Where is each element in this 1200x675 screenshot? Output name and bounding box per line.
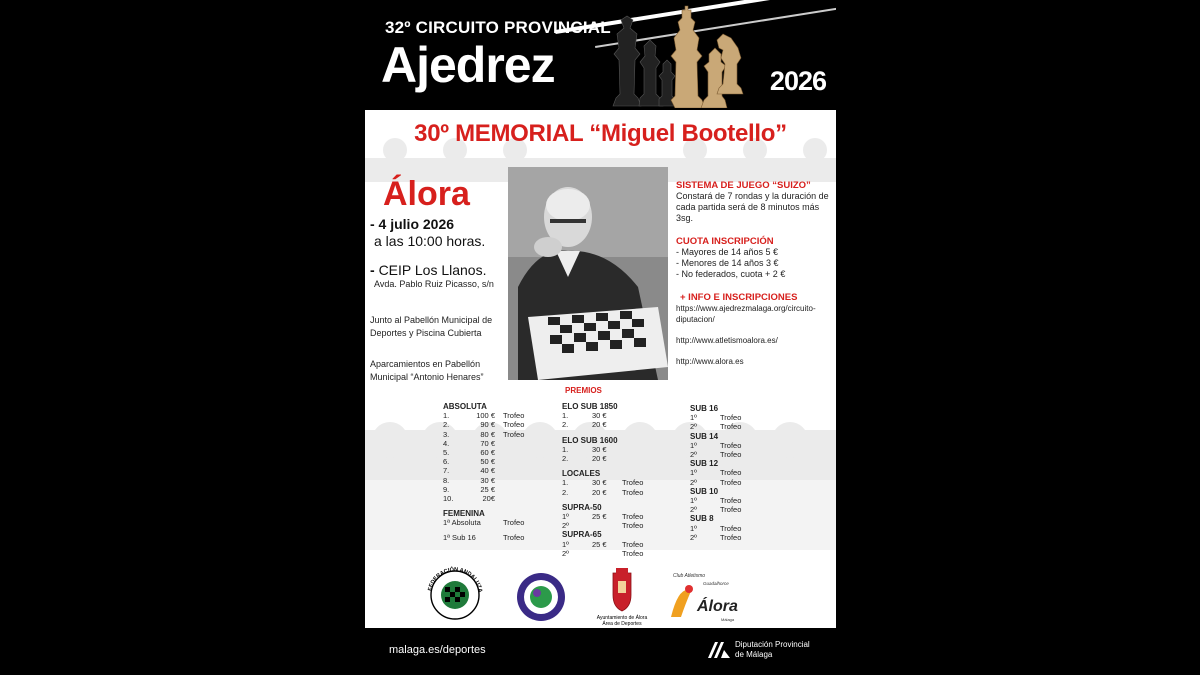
prize-row [690, 533, 770, 542]
prize-amount: 100 € [476, 411, 495, 421]
prize-place: 2º [562, 521, 569, 531]
prize-trophy: Trofeo [503, 533, 525, 543]
club-label: Club Atletismo [673, 573, 706, 579]
prize-place: 7. [443, 466, 450, 476]
diputacion-line-1: Diputación Provincial [735, 640, 810, 649]
prize-place: 1º [690, 468, 697, 478]
event-address: Avda. Pablo Ruiz Picasso, s/n [374, 279, 494, 289]
venue-dash: - [370, 262, 379, 278]
prize-place: 1ª Sub 16 [443, 533, 476, 543]
prize-amount: 20€ [482, 493, 495, 503]
sponsor-logos [365, 565, 836, 628]
prize-amount: 30 € [592, 411, 607, 421]
prize-place: 10. [443, 493, 454, 503]
event-poster [365, 0, 836, 675]
fee-line: - No federados, cuota + 2 € [676, 269, 786, 279]
event-venue [370, 262, 486, 278]
system-heading: SISTEMA DE JUEGO “SUIZO” [676, 180, 811, 191]
prize-amount: 30 € [480, 475, 495, 485]
prize-amount: 25 € [480, 484, 495, 494]
prize-place: 1º [690, 440, 697, 450]
prize-category: ELO SUB 1600 [562, 435, 618, 445]
prize-trophy: Trofeo [720, 468, 742, 478]
prize-row [443, 439, 543, 448]
club-badge-logo [517, 573, 565, 621]
prize-amount: 20 € [592, 420, 607, 430]
poster-footer [365, 628, 836, 675]
prize-amount: 20 € [592, 487, 607, 497]
athletics-club-logo [671, 573, 738, 622]
prize-trophy: Trofeo [622, 548, 644, 558]
prize-trophy: Trofeo [503, 411, 525, 421]
prize-trophy: Trofeo [622, 521, 644, 531]
prize-place: 2º [690, 422, 697, 432]
prize-place: 1º [562, 539, 569, 549]
prize-amount: 25 € [592, 539, 607, 549]
prize-place: 4. [443, 438, 450, 448]
prize-row [443, 494, 543, 503]
prize-place: 1. [562, 444, 569, 454]
prize-trophy: Trofeo [622, 539, 644, 549]
prize-trophy: Trofeo [720, 449, 742, 459]
club-name: Álora [697, 598, 738, 615]
prize-amount: 90 € [480, 420, 495, 430]
prize-trophy: Trofeo [622, 487, 644, 497]
prize-category: LOCALES [562, 469, 601, 479]
club-label-2: Guadalhorce [703, 581, 729, 586]
prize-row [690, 422, 770, 431]
fee-line: - Mayores de 14 años 5 € [676, 247, 779, 257]
federation-name: FEDERACIÓN ANDALUZA [427, 566, 483, 593]
prize-trophy: Trofeo [503, 518, 525, 528]
header-year: 2026 [769, 66, 826, 96]
prize-row [690, 505, 770, 514]
prize-amount: 50 € [480, 457, 495, 467]
game-system [676, 180, 832, 224]
player-portrait-photo [508, 167, 668, 380]
town-hall-logo [597, 568, 648, 627]
prize-place: 2º [690, 505, 697, 515]
event-title: 30º MEMORIAL “Miguel Bootello” [414, 120, 787, 147]
prize-row [443, 448, 543, 457]
more-info [676, 292, 832, 367]
prize-row [690, 524, 770, 533]
prize-row [443, 466, 543, 475]
info-heading: + INFO E INSCRIPCIONES [680, 292, 798, 303]
diputacion-logo-icon [708, 642, 730, 658]
circuit-title: 32º CIRCUITO PROVINCIAL [385, 18, 611, 37]
prize-place: 3. [443, 429, 450, 439]
prize-place: 1º [690, 413, 697, 423]
prize-category: SUPRA-50 [562, 502, 602, 512]
event-venue-note: Junto al Pabellón Municipal de Deportes y Piscina Cubierta [370, 315, 493, 338]
prize-category: ABSOLUTA [443, 402, 487, 411]
prize-place: 1. [562, 411, 569, 421]
prize-place: 2º [690, 477, 697, 487]
federation-logo [365, 565, 483, 619]
prize-amount: 30 € [592, 444, 607, 454]
entry-fee [676, 236, 832, 280]
chess-pieces-image [605, 2, 745, 108]
info-link[interactable]: http://www.alora.es [676, 357, 744, 366]
prize-category: SUB 10 [690, 486, 719, 496]
prize-trophy: Trofeo [503, 429, 525, 439]
prize-row [690, 478, 770, 487]
poster-body [365, 110, 836, 628]
prize-category: FEMENINA [443, 509, 485, 519]
prize-place: 1º [562, 511, 569, 521]
prize-amount: 30 € [592, 478, 607, 488]
diputacion-line-2: de Málaga [735, 650, 773, 659]
event-time: a las 10:00 horas. [374, 233, 486, 249]
prize-amount: 70 € [480, 438, 495, 448]
system-text: Constará de 7 rondas y la duración de cada partida será de 8 minutos más 3sg. [676, 191, 829, 223]
prize-place: 2º [690, 449, 697, 459]
prize-place: 1ª Absoluta [443, 518, 481, 528]
prize-trophy: Trofeo [720, 523, 742, 533]
event-date: - 4 julio 2026 [370, 216, 455, 232]
prize-row [443, 430, 543, 439]
prize-amount: 25 € [592, 511, 607, 521]
fee-heading: CUOTA INSCRIPCIÓN [676, 236, 774, 247]
prize-place: 1º [690, 523, 697, 533]
prize-place: 8. [443, 475, 450, 485]
prize-category: SUB 16 [690, 404, 719, 413]
info-link[interactable]: http://www.atletismoalora.es/ [676, 336, 778, 345]
prize-place: 1. [443, 411, 450, 421]
prize-row [443, 457, 543, 466]
prize-category: SUB 8 [690, 514, 714, 524]
prizes-absoluta [443, 402, 543, 543]
prize-place: 2. [443, 420, 450, 430]
prize-row [443, 411, 543, 420]
prize-place: 1. [562, 478, 569, 488]
town-hall-dept: Área de Deportes [602, 621, 642, 627]
venue-name: CEIP Los Llanos. [378, 262, 487, 278]
prize-row [690, 413, 770, 422]
prize-trophy: Trofeo [720, 505, 742, 515]
prize-row [443, 485, 543, 494]
club-region: Málaga [721, 617, 735, 622]
prize-trophy: Trofeo [720, 495, 742, 505]
prize-row [443, 476, 543, 485]
prize-trophy: Trofeo [503, 420, 525, 430]
prize-trophy: Trofeo [720, 477, 742, 487]
prize-trophy: Trofeo [720, 422, 742, 432]
prize-amount: 40 € [480, 466, 495, 476]
prize-place: 5. [443, 447, 450, 457]
town-hall-name: Ayuntamiento de Álora [596, 615, 648, 621]
event-parking: Aparcamientos en Pabellón Municipal “Antonio Henares” [370, 359, 484, 382]
prize-category: SUB 12 [690, 459, 719, 469]
prize-amount: 60 € [480, 447, 495, 457]
prize-trophy: Trofeo [720, 532, 742, 542]
prize-row [690, 468, 770, 477]
prize-trophy: Trofeo [622, 511, 644, 521]
prize-place: 1º [690, 495, 697, 505]
prize-category: SUPRA-65 [562, 530, 602, 540]
prize-place: 2º [562, 548, 569, 558]
prize-trophy: Trofeo [720, 440, 742, 450]
prize-row [690, 450, 770, 459]
prize-place: 2. [562, 420, 569, 430]
prize-place: 2. [562, 453, 569, 463]
prizes-middle-column [562, 402, 662, 558]
prize-place: 9. [443, 484, 450, 494]
prizes-youth-column [690, 404, 770, 542]
event-city: Álora [383, 175, 470, 213]
prize-place: 2º [690, 532, 697, 542]
prize-row [443, 420, 543, 429]
poster-header [365, 0, 836, 110]
prize-place: 2. [562, 487, 569, 497]
diputacion-name [735, 640, 810, 660]
prizes-heading: PREMIOS [565, 386, 602, 395]
fee-line: - Menores de 14 años 3 € [676, 258, 779, 268]
prize-category: SUB 14 [690, 431, 719, 441]
header-title: Ajedrez [381, 37, 555, 93]
prize-amount: 80 € [480, 429, 495, 439]
prize-trophy: Trofeo [720, 413, 742, 423]
prize-amount: 20 € [592, 453, 607, 463]
prize-category: ELO SUB 1850 [562, 402, 618, 411]
prize-row [690, 496, 770, 505]
prize-trophy: Trofeo [622, 478, 644, 488]
footer-url[interactable]: malaga.es/deportes [389, 644, 486, 656]
info-link[interactable]: https://www.ajedrezmalaga.org/circuito-diputacion/ [676, 304, 816, 324]
prize-place: 6. [443, 457, 450, 467]
prize-row [690, 441, 770, 450]
